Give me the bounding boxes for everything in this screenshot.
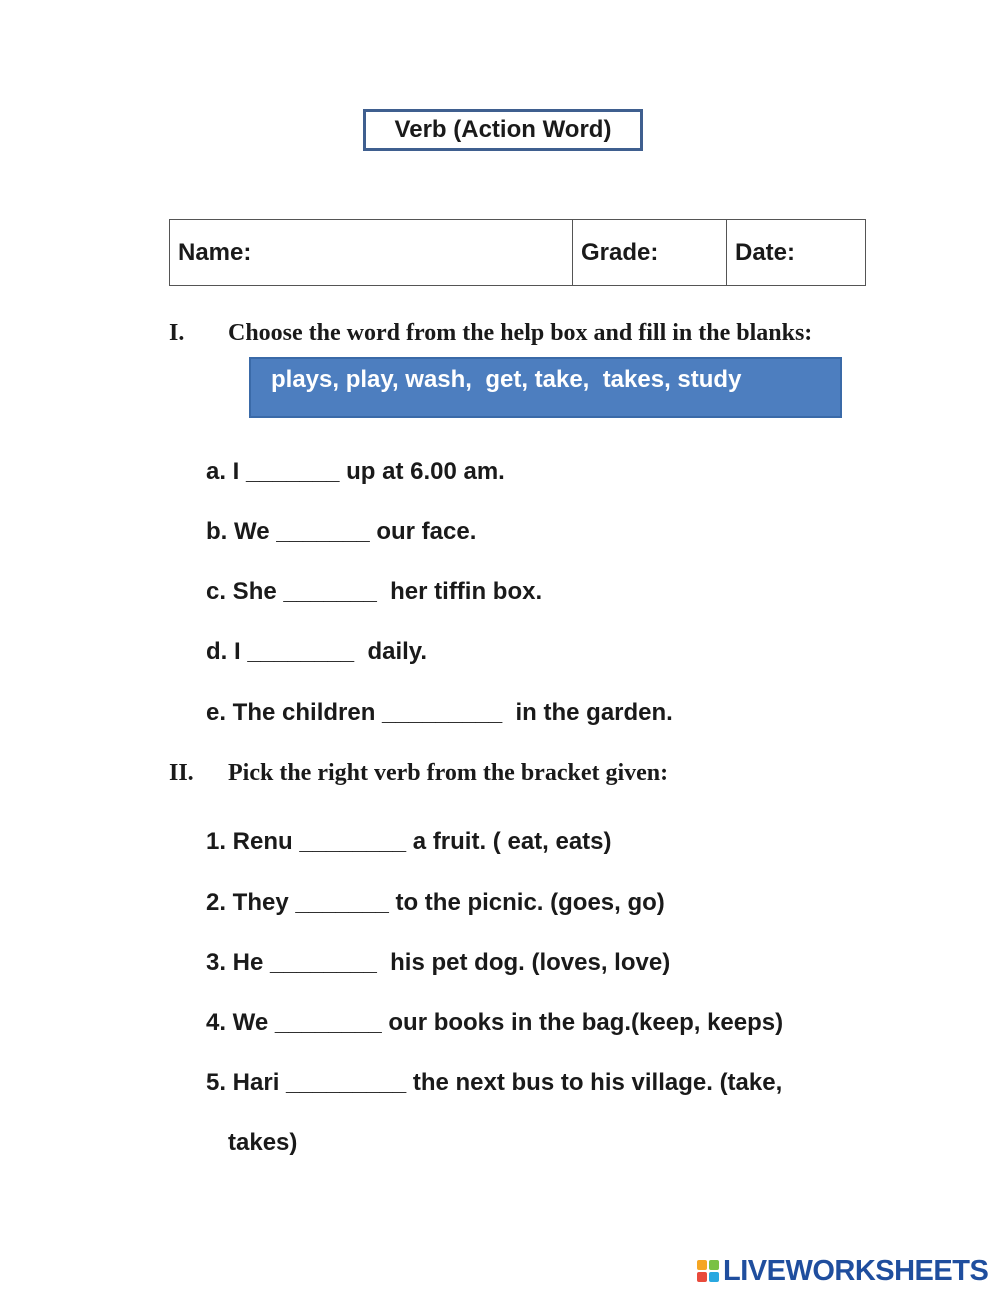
name-field[interactable]: Name: (170, 220, 573, 286)
question-4[interactable]: 4. We ________ our books in the bag.(keep, keeps) (206, 1009, 784, 1036)
student-info-table (169, 219, 866, 286)
section-1-number: I. (169, 320, 185, 346)
question-5[interactable]: 5. Hari _________ the next bus to his village. (take, (206, 1069, 783, 1096)
section-2-instruction: Pick the right verb from the bracket given: (228, 760, 669, 786)
question-b[interactable]: b. We _______ our face. (206, 518, 477, 545)
question-e[interactable]: e. The children _________ in the garden. (206, 699, 673, 726)
question-3[interactable]: 3. He ________ his pet dog. (loves, love) (206, 949, 671, 976)
section-2-number: II. (169, 760, 194, 786)
question-a[interactable]: a. I _______ up at 6.00 am. (206, 458, 505, 485)
question-d[interactable]: d. I ________ daily. (206, 638, 428, 665)
date-field[interactable]: Date: (727, 220, 866, 286)
liveworksheets-logo-icon (697, 1260, 719, 1282)
grade-field[interactable]: Grade: (573, 220, 727, 286)
brand-logo[interactable] (697, 1255, 988, 1287)
question-2[interactable]: 2. They _______ to the picnic. (goes, go) (206, 889, 665, 916)
brand-name: LIVEWORKSHEETS (723, 1254, 989, 1287)
section-1-instruction: Choose the word from the help box and fill in the blanks: (228, 320, 813, 346)
question-1[interactable]: 1. Renu ________ a fruit. ( eat, eats) (206, 828, 612, 855)
question-c[interactable]: c. She _______ her tiffin box. (206, 578, 543, 605)
section-2-heading (169, 760, 668, 787)
section-1-heading (169, 320, 812, 347)
help-box: plays, play, wash, get, take, takes, study (249, 357, 842, 418)
question-5-continuation: takes) (228, 1129, 298, 1156)
page-title: Verb (Action Word) (363, 109, 643, 151)
